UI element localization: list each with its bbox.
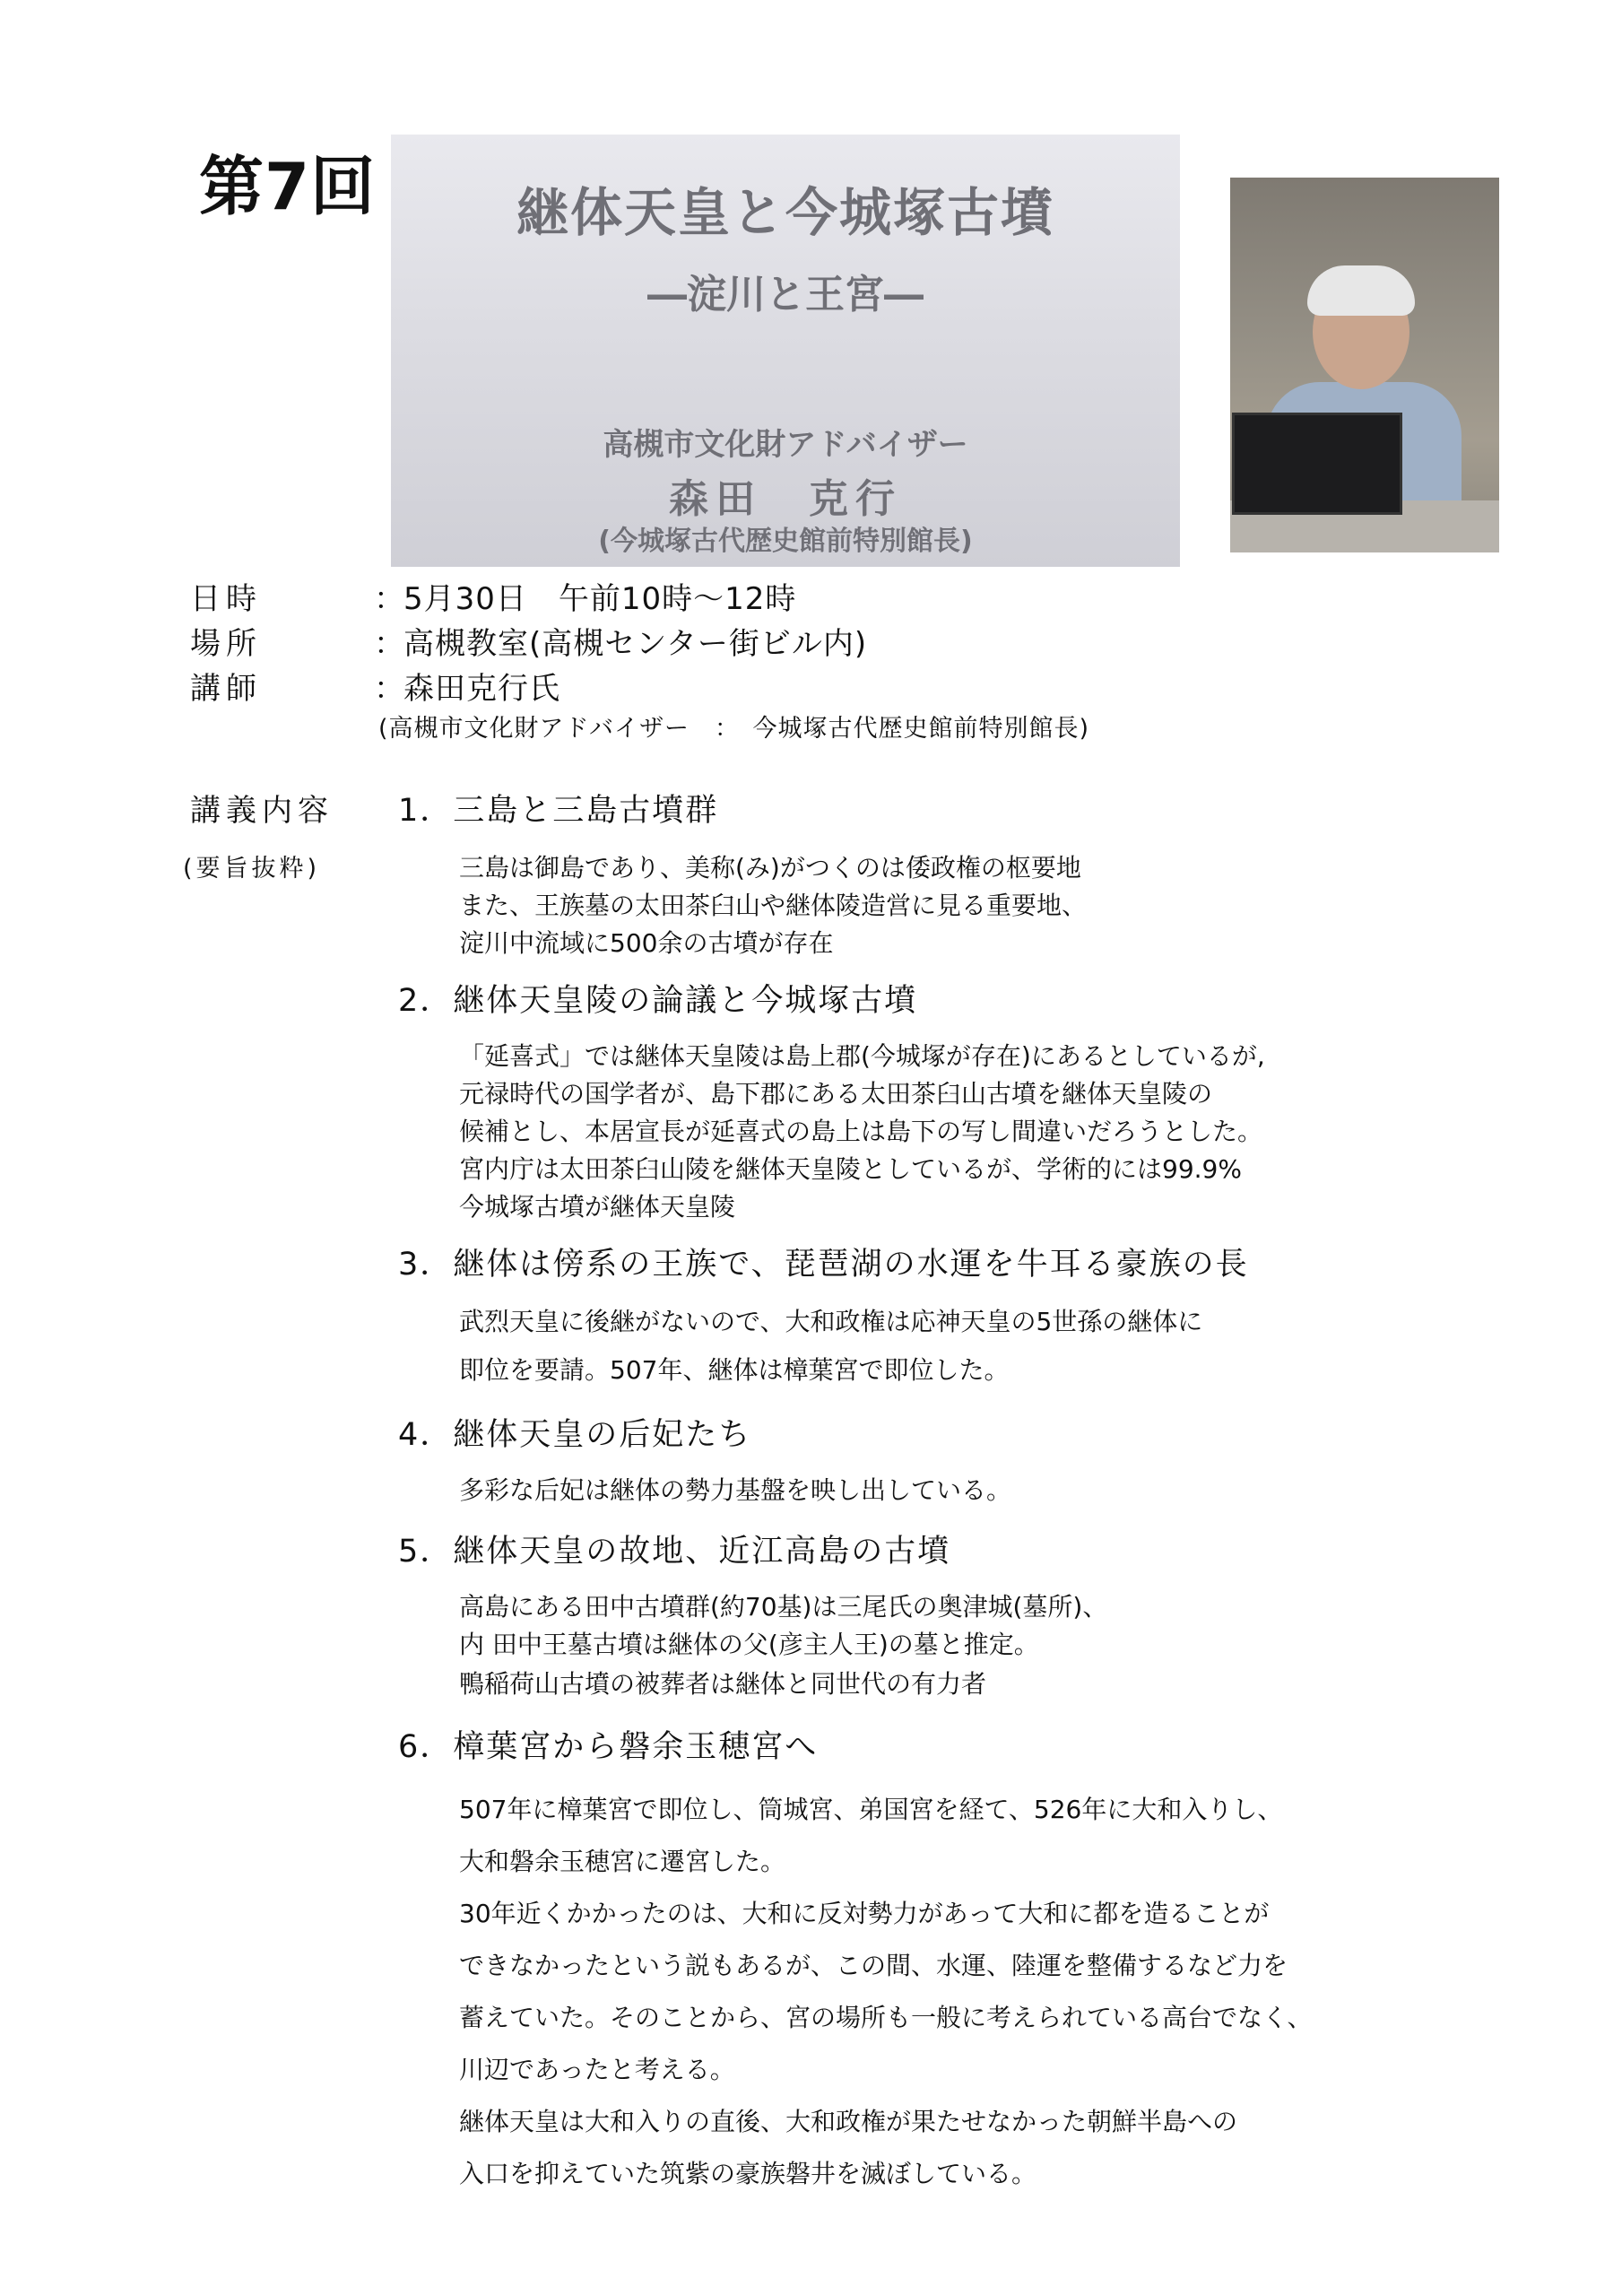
section-heading: 6．樟葉宮から磐余玉穂宮へ — [398, 1729, 819, 1765]
section-line: 入口を抑えていた筑紫の豪族磐井を滅ぼしている。 — [459, 2159, 1037, 2188]
lecture-content-label: 講義内容 — [190, 793, 334, 829]
section-heading: 1．三島と三島古墳群 — [398, 793, 719, 829]
section-heading: 5．継体天皇の故地、近江高島の古墳 — [398, 1534, 951, 1570]
info-value: 5月30日 午前10時～12時 — [403, 581, 797, 617]
info-label: 場所 — [190, 626, 262, 662]
section-line: 宮内庁は太田茶臼山陵を継体天皇陵としているが、学術的には99.9% — [459, 1154, 1242, 1184]
section-line: できなかったという説もあるが、この間、水運、陸運を整備するなど力を — [459, 1951, 1288, 1980]
section-line: 高島にある田中古墳群(約70基)は三尾氏の奥津城(墓所)、 — [459, 1592, 1108, 1622]
slide-speaker-name: 森田 克行 — [669, 476, 902, 522]
info-value: 高槻教室(高槻センター街ビル内) — [403, 626, 868, 662]
section-line: 「延喜式」では継体天皇陵は島上郡(今城塚が存在)にあるとしているが, — [459, 1041, 1265, 1071]
section-line: 30年近くかかったのは、大和に反対勢力があって大和に都を造ることが — [459, 1899, 1270, 1928]
page-title: 第7回 — [199, 149, 377, 224]
slide-speaker-role: (今城塚古代歴史館前特別館長) — [598, 526, 973, 557]
section-line: 内 田中王墓古墳は継体の父(彦主人王)の墓と推定。 — [459, 1630, 1039, 1659]
laptop-shape — [1232, 413, 1402, 515]
section-line: 元禄時代の国学者が、島下郡にある太田茶臼山古墳を継体天皇陵の — [459, 1079, 1213, 1109]
section-line: 三島は御島であり、美称(み)がつくのは倭政権の枢要地 — [459, 853, 1081, 883]
section-line: 鴨稲荷山古墳の被葬者は継体と同世代の有力者 — [459, 1669, 987, 1699]
section-heading: 4．継体天皇の后妃たち — [398, 1417, 752, 1453]
lecture-summary-note: (要旨抜粋) — [183, 855, 321, 883]
section-line: 武烈天皇に後継がないので、大和政権は応神天皇の5世孫の継体に — [459, 1307, 1203, 1336]
lecturer-affiliation: (高槻市文化財アドバイザー ： 今城塚古代歴史館前特別館長) — [378, 715, 1090, 743]
section-line: また、王族墓の太田茶臼山や継体陵造営に見る重要地、 — [459, 891, 1088, 920]
speaker-photo — [1230, 178, 1499, 552]
section-line: 川辺であったと考える。 — [459, 2055, 735, 2084]
lecture-slide-photo — [391, 135, 1180, 567]
section-line: 今城塚古墳が継体天皇陵 — [459, 1192, 736, 1222]
section-heading: 2．継体天皇陵の論議と今城塚古墳 — [398, 983, 918, 1019]
section-line: 淀川中流域に500余の古墳が存在 — [459, 928, 834, 958]
info-colon: ： — [374, 626, 404, 662]
info-label: 講師 — [190, 671, 262, 707]
speaker-hair-shape — [1307, 265, 1415, 316]
slide-subtitle: ―淀川と王宮― — [647, 272, 924, 317]
section-line: 継体天皇は大和入りの直後、大和政権が果たせなかった朝鮮半島への — [459, 2107, 1238, 2136]
info-colon: ： — [374, 671, 404, 707]
section-heading: 3．継体は傍系の王族で、琵琶湖の水運を牛耳る豪族の長 — [398, 1247, 1249, 1283]
section-line: 候補とし、本居宣長が延喜式の島上は島下の写し間違いだろうとした。 — [459, 1117, 1263, 1146]
slide-title: 継体天皇と今城塚古墳 — [516, 182, 1054, 243]
info-label: 日時 — [190, 581, 262, 617]
section-line: 多彩な后妃は継体の勢力基盤を映し出している。 — [459, 1475, 1012, 1505]
section-line: 507年に樟葉宮で即位し、筒城宮、弟国宮を経て、526年に大和入りし、 — [459, 1795, 1283, 1824]
slide-affiliation: 高槻市文化財アドバイザー — [603, 427, 968, 463]
section-line: 大和磐余玉穂宮に遷宮した。 — [459, 1847, 786, 1876]
section-line: 蓄えていた。そのことから、宮の場所も一般に考えられている高台でなく、 — [459, 2003, 1313, 2032]
section-line: 即位を要請。507年、継体は樟葉宮で即位した。 — [459, 1355, 1010, 1385]
info-colon: ： — [374, 581, 404, 617]
info-value: 森田克行氏 — [403, 671, 560, 707]
